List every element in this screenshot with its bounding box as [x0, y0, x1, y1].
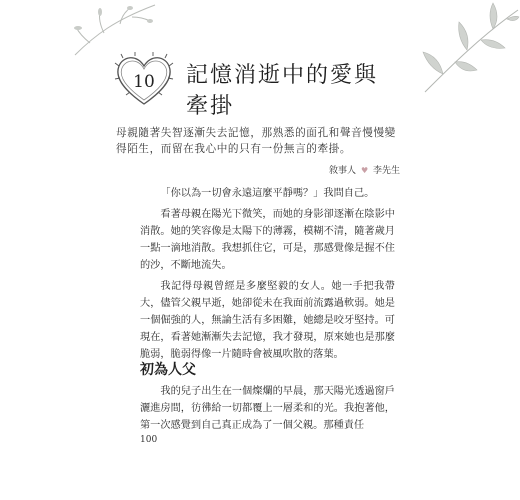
lead-quote: 母親隨著失智逐漸失去記憶，那熟悉的面孔和聲音慢慢變得陌生，而留在我心中的只有一份無言的牽掛。 — [116, 127, 396, 155]
section-heading: 初為人父 — [140, 362, 196, 378]
body-text — [140, 185, 395, 367]
chapter-title-line-2: 牽掛 — [186, 94, 235, 119]
body-paragraph: 看著母親在陽光下微笑，而她的身影卻逐漸在陰影中消散。她的笑容像是太陽下的薄霧，模糊不清，隨著歲月一點一滴地消散。我想抓住它，可是，那感覺像是握不住的沙，不斷地流失。 — [140, 209, 395, 271]
body-paragraph: 「你以為一切會永遠這麼平靜嗎？」我問自己。 — [160, 188, 375, 199]
botanical-branch-decoration — [70, 0, 160, 60]
narrator-label: 敘事人 — [329, 166, 357, 176]
page-number: 100 — [140, 435, 158, 445]
section-paragraph: 我的兒子出生在一個燦爛的早晨，那天陽光透過窗戶灑進房間，彷彿給一切都覆上一層柔和的光。我抱著他，第一次感覺到自己真正成為了一個父親。那種責任 — [140, 386, 395, 431]
body-paragraph: 我記得母親曾經是多麼堅毅的女人。她一手把我帶大，儘管父親早逝，她卻從未在我面前流露過軟弱。她是一個倔強的人，無論生活有多困難，她總是咬牙堅持。可現在，看著她漸漸失去記憶，我才發現，原來她也是那麼脆弱，脆弱得像一片隨時會被風吹散的落葉。 — [140, 281, 395, 360]
section-text — [140, 383, 395, 434]
heart-icon: ♥ — [360, 166, 369, 175]
chapter-title-line-1: 記憶消逝中的愛與 — [186, 63, 379, 88]
narrator-name: 李先生 — [372, 166, 400, 176]
chapter-number: 10 — [133, 72, 155, 92]
chapter-title — [186, 60, 406, 122]
leaf-branch-decoration — [415, 2, 520, 97]
narrator-credit — [329, 163, 400, 176]
